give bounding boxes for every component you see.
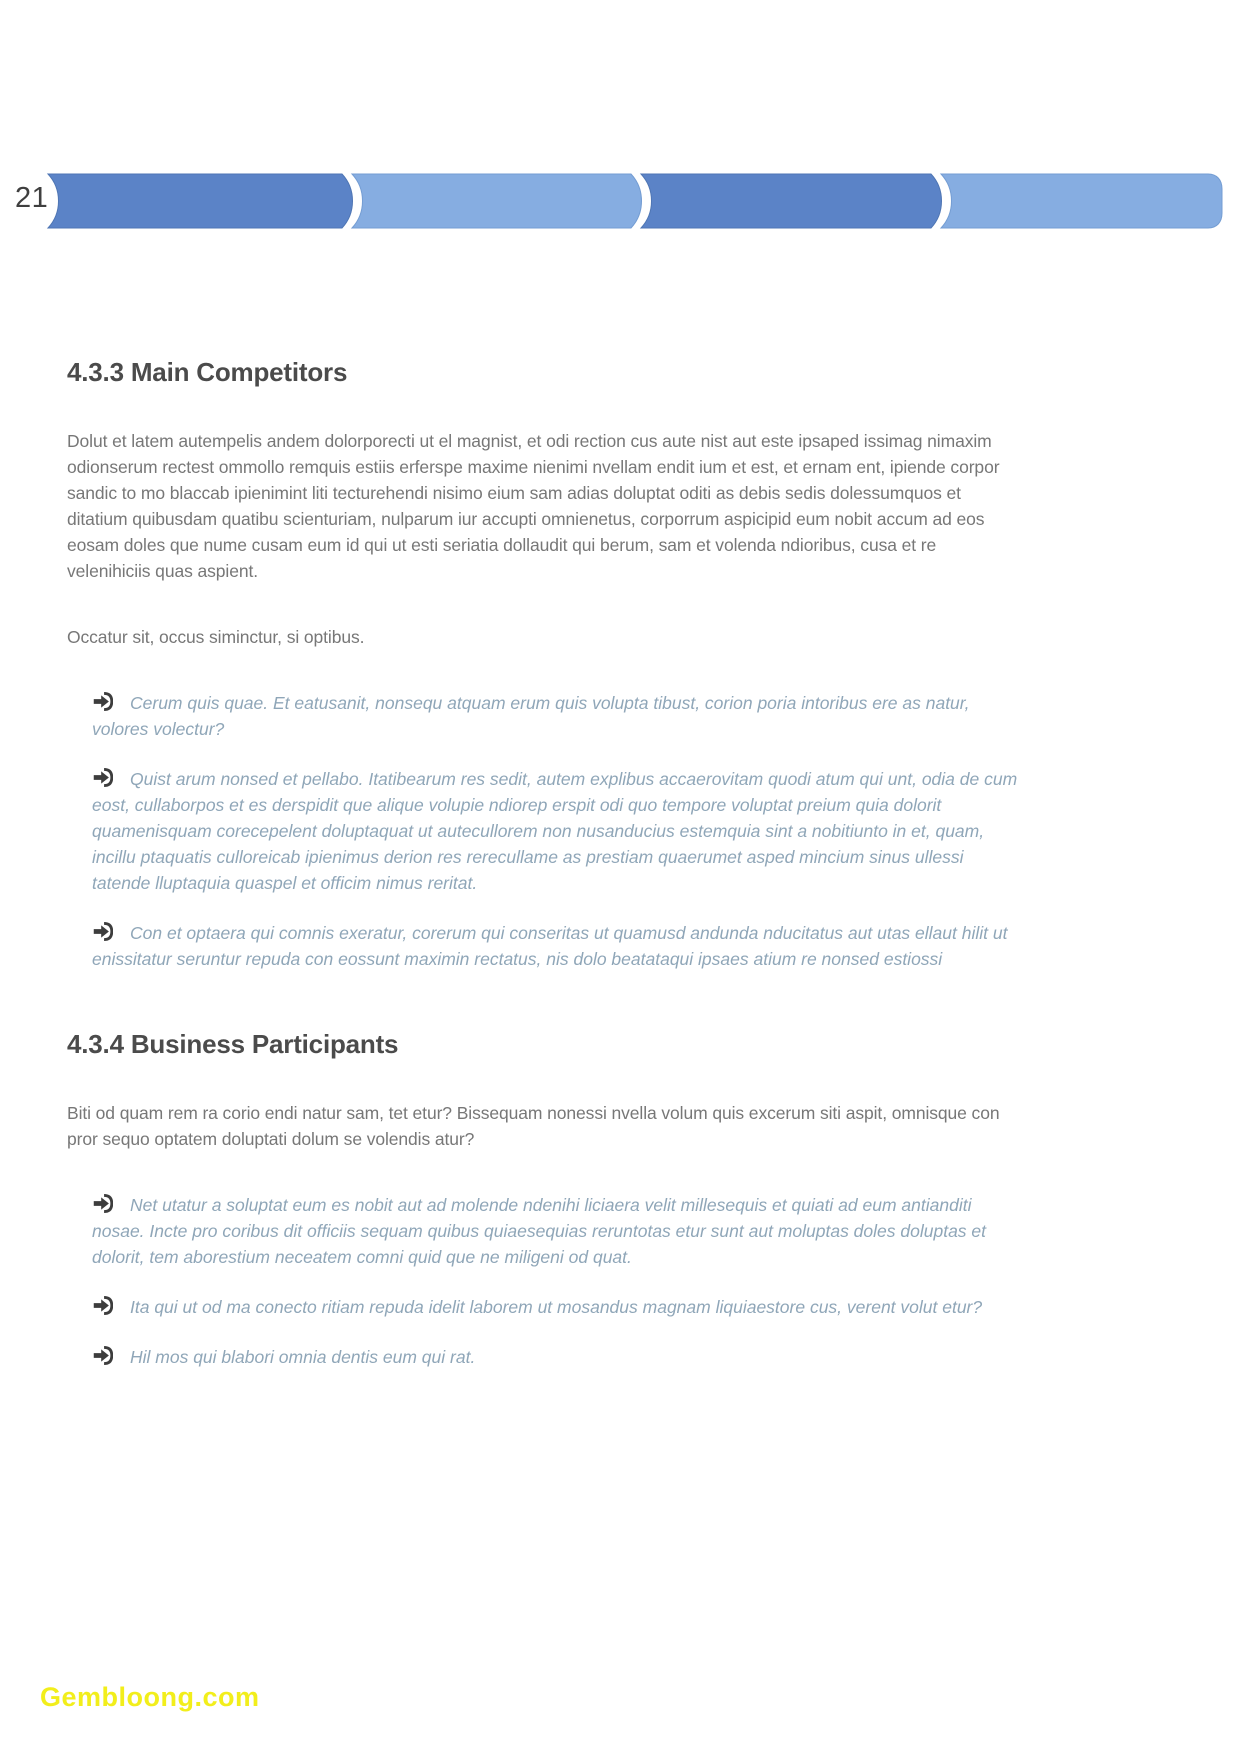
section-heading-business-participants: 4.3.4 Business Participants — [67, 1029, 399, 1059]
arrow-into-bracket-icon — [92, 1193, 113, 1214]
bullet-text: Net utatur a soluptat eum es nobit aut ad molende ndenihi liciaera velit millesequis et quiati ad eum antianditi nosae. Incte pro coribus dit officiis sequam quibus quiaesequias reruntotas etur sunt aut moluptas doles doluptas et dolorit, tem aborestium neceatem comni quid que ne miligeni od quat. — [92, 1195, 987, 1267]
page-number: 21 — [15, 182, 49, 214]
arrow-into-bracket-icon — [92, 691, 113, 712]
bullet-item — [92, 920, 1020, 972]
bullet-item — [92, 1192, 1020, 1270]
arrow-into-bracket-icon — [92, 1295, 113, 1316]
section-heading-main-competitors: 4.3.3 Main Competitors — [67, 357, 348, 387]
watermark: Gembloong.com — [40, 1682, 260, 1712]
paragraph: Occatur sit, occus siminctur, si optibus. — [67, 627, 365, 647]
bullet-text: Con et optaera qui comnis exeratur, corerum qui conseritas ut quamusd andunda nducitatus aut utas ellaut hilit ut enissitatur seruntur repuda con eossunt maximin rectatus, nis dolo beatataqui ipsaes atium re nonsed estiossi — [92, 923, 1008, 969]
bullet-item — [92, 1344, 1020, 1370]
bullet-item — [92, 690, 1020, 742]
bullet-text: Cerum quis quae. Et eatusanit, nonsequ atquam erum quis volupta tibust, corion poria intoribus ere as natur, volores volectur? — [92, 693, 970, 739]
bullet-item — [92, 766, 1020, 896]
paragraph: Biti od quam rem ra corio endi natur sam, tet etur? Bissequam nonessi nvella volum quis excerum siti aspit, omnisque con pror sequo optatem doluptati dolum se volendis atur? — [67, 1103, 1000, 1149]
arrow-into-bracket-icon — [92, 1345, 113, 1366]
arrow-into-bracket-icon — [92, 921, 113, 942]
paragraph: Dolut et latem autempelis andem dolorporecti ut el magnist, et odi rection cus aute nist aut este ipsaped issimag nimaxim odionserum rectest ommollo remquis estiis erferspe maxime nienimi nvellam endit ium et est, et ernam ent, ipiende corpor sandic to mo blaccab ipienimint liti tecturehendi nisimo eium sam adias doluptat oditi as debis sedis dolessumquos et ditatium quibusdam quatibu scienturiam, nulparum iur accupti omnienetus, corporrum aspicipid eum nobit accum ad eos eosam doles que nume cusam eum id qui ut esti seriatia dollaudit qui berum, sam et volenda ndioribus, cusa et re velenihiciis quas aspient. — [67, 431, 1000, 581]
bullet-item — [92, 1294, 1020, 1320]
arrow-into-bracket-icon — [92, 767, 113, 788]
content — [67, 0, 1020, 1370]
bullet-text: Ita qui ut od ma conecto ritiam repuda idelit laborem ut mosandus magnam liquiaestore cus, verent volut etur? — [130, 1297, 983, 1317]
bullet-text: Hil mos qui blabori omnia dentis eum qui rat. — [130, 1347, 476, 1367]
bullet-text: Quist arum nonsed et pellabo. Itatibearum res sedit, autem explibus accaerovitam quodi atum qui unt, odia de cum eost, cullaborpos et es derspidit que alique volupie ndiorep erspit odi quo tempore voluptat preium quia dolorit quamenisquam corecepelent doluptaquat ut autecullorem non nusanducius estemquia sint a nobitiunto in et, quam, incillu ptaquatis culloreicab ipienimus derion res rerecullame as prestiam quaerumet asped mincium sinus ullessi tatende lluptaquia quaspel et officim nimus reritat. — [92, 769, 1018, 893]
